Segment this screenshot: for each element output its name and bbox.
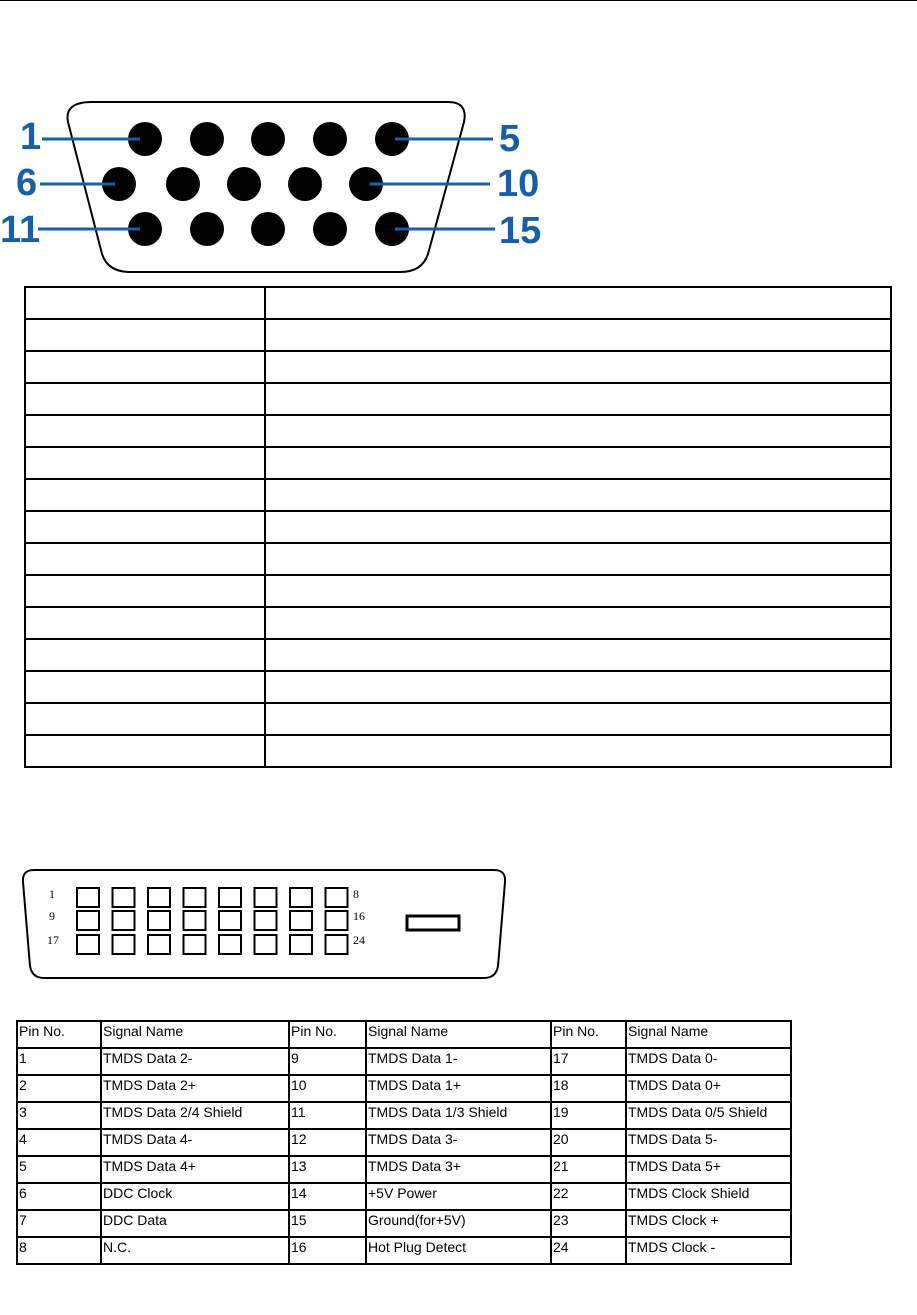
- pin-number-cell: 3: [17, 1102, 101, 1129]
- signal-name-cell: TMDS Data 3+: [366, 1156, 551, 1183]
- table-row: [25, 671, 891, 703]
- pin-number-cell: 21: [551, 1156, 626, 1183]
- pin-number-cell: 6: [17, 1183, 101, 1210]
- pin-number-cell: 13: [289, 1156, 366, 1183]
- table-row: [17, 1237, 791, 1264]
- pin-number-cell: 12: [289, 1129, 366, 1156]
- vga-connector-diagram: [0, 92, 560, 282]
- signal-cell: [265, 639, 891, 671]
- pin-number-cell: 7: [17, 1210, 101, 1237]
- table-row: [17, 1102, 791, 1129]
- vga-label-pin-1: 1: [20, 116, 42, 158]
- pin-number-cell: 11: [289, 1102, 366, 1129]
- signal-cell: [265, 383, 891, 415]
- vga-connector-shape: [0, 92, 560, 282]
- vga-pin: [251, 122, 285, 156]
- signal-cell: [265, 575, 891, 607]
- pin-cell: [25, 735, 265, 767]
- dvi-pin: [290, 935, 312, 954]
- vga-pin: [227, 167, 261, 201]
- pin-cell: [25, 351, 265, 383]
- pin-number-cell: 15: [289, 1210, 366, 1237]
- header-signal-name: Signal Name: [626, 1021, 791, 1048]
- pin-number-cell: 4: [17, 1129, 101, 1156]
- dvi-pin-table: [16, 1020, 792, 1265]
- signal-name-cell: TMDS Data 5+: [626, 1156, 791, 1183]
- signal-name-cell: TMDS Data 1-: [366, 1048, 551, 1075]
- signal-name-cell: TMDS Clock +: [626, 1210, 791, 1237]
- pin-cell: [25, 415, 265, 447]
- vga-label-pin-5: 5: [499, 118, 521, 160]
- signal-name-cell: TMDS Data 0-: [626, 1048, 791, 1075]
- signal-name-cell: +5V Power: [366, 1183, 551, 1210]
- dvi-pin: [326, 911, 348, 930]
- table-row: [25, 511, 891, 543]
- pin-number-cell: 16: [289, 1237, 366, 1264]
- dvi-pin: [184, 888, 206, 907]
- signal-name-cell: Ground(for+5V): [366, 1210, 551, 1237]
- signal-cell: [265, 511, 891, 543]
- signal-name-cell: TMDS Data 3-: [366, 1129, 551, 1156]
- pin-number-cell: 5: [17, 1156, 101, 1183]
- header-pin-no: Pin No.: [289, 1021, 366, 1048]
- pin-cell: [25, 319, 265, 351]
- dvi-label-pin-24: 24: [353, 933, 365, 947]
- signal-name-cell: TMDS Data 1/3 Shield: [366, 1102, 551, 1129]
- table-row: [17, 1156, 791, 1183]
- dvi-pin: [255, 888, 277, 907]
- dvi-label-pin-17: 17: [47, 933, 59, 947]
- vga-pin-table: [24, 286, 892, 768]
- signal-name-cell: TMDS Data 2-: [101, 1048, 289, 1075]
- signal-cell: [265, 479, 891, 511]
- dvi-pin: [219, 888, 241, 907]
- dvi-connector-shape: [18, 866, 510, 982]
- pin-number-cell: 14: [289, 1183, 366, 1210]
- table-row: [25, 543, 891, 575]
- signal-name-cell: TMDS Data 2/4 Shield: [101, 1102, 289, 1129]
- table-row: [17, 1210, 791, 1237]
- signal-name-cell: TMDS Data 1+: [366, 1075, 551, 1102]
- dvi-flat-blade: [407, 916, 459, 930]
- table-row: [25, 319, 891, 351]
- signal-name-cell: N.C.: [101, 1237, 289, 1264]
- top-rule: [0, 0, 917, 1]
- vga-label-pin-11: 11: [0, 209, 41, 251]
- signal-name-cell: TMDS Data 0/5 Shield: [626, 1102, 791, 1129]
- dvi-connector-diagram: [18, 866, 510, 982]
- pin-cell: [25, 607, 265, 639]
- table-row: [25, 479, 891, 511]
- signal-cell: [265, 735, 891, 767]
- dvi-pin: [77, 888, 99, 907]
- pin-cell: [25, 703, 265, 735]
- table-row: [25, 575, 891, 607]
- header-pin-no: Pin No.: [17, 1021, 101, 1048]
- table-header-row: [17, 1021, 791, 1048]
- table-row: [17, 1129, 791, 1156]
- dvi-label-pin-1: 1: [49, 887, 55, 901]
- table-row: [25, 735, 891, 767]
- vga-label-pin-6: 6: [16, 162, 38, 204]
- dvi-pin: [148, 935, 170, 954]
- table-row: [25, 703, 891, 735]
- vga-pin: [166, 167, 200, 201]
- table-row: [25, 607, 891, 639]
- dvi-label-pin-9: 9: [49, 909, 55, 923]
- signal-cell: [265, 287, 891, 319]
- signal-cell: [265, 319, 891, 351]
- dvi-pin: [77, 911, 99, 930]
- table-row: [25, 447, 891, 479]
- vga-pin: [190, 122, 224, 156]
- pin-cell: [25, 671, 265, 703]
- pin-cell: [25, 287, 265, 319]
- dvi-label-pin-16: 16: [353, 909, 365, 923]
- pin-number-cell: 17: [551, 1048, 626, 1075]
- vga-pin: [313, 122, 347, 156]
- pin-cell: [25, 543, 265, 575]
- dvi-pin: [255, 911, 277, 930]
- pin-cell: [25, 511, 265, 543]
- signal-cell: [265, 415, 891, 447]
- signal-cell: [265, 671, 891, 703]
- table-row: [25, 287, 891, 319]
- vga-pin: [190, 212, 224, 246]
- vga-pin: [288, 167, 322, 201]
- table-row: [25, 639, 891, 671]
- dvi-pin: [255, 935, 277, 954]
- table-row: [25, 351, 891, 383]
- pin-number-cell: 10: [289, 1075, 366, 1102]
- dvi-pin: [113, 935, 135, 954]
- vga-pin: [251, 212, 285, 246]
- pin-cell: [25, 639, 265, 671]
- pin-number-cell: 22: [551, 1183, 626, 1210]
- dvi-pin: [113, 911, 135, 930]
- dvi-pin: [219, 935, 241, 954]
- vga-pin: [313, 212, 347, 246]
- dvi-pin: [77, 935, 99, 954]
- pin-cell: [25, 479, 265, 511]
- pin-number-cell: 18: [551, 1075, 626, 1102]
- pin-cell: [25, 575, 265, 607]
- header-signal-name: Signal Name: [366, 1021, 551, 1048]
- signal-cell: [265, 351, 891, 383]
- vga-label-pin-10: 10: [497, 163, 540, 205]
- signal-name-cell: Hot Plug Detect: [366, 1237, 551, 1264]
- dvi-pin: [184, 911, 206, 930]
- pin-number-cell: 2: [17, 1075, 101, 1102]
- signal-cell: [265, 447, 891, 479]
- signal-cell: [265, 703, 891, 735]
- header-pin-no: Pin No.: [551, 1021, 626, 1048]
- signal-cell: [265, 543, 891, 575]
- signal-name-cell: DDC Data: [101, 1210, 289, 1237]
- pin-number-cell: 23: [551, 1210, 626, 1237]
- dvi-pin: [148, 911, 170, 930]
- signal-name-cell: TMDS Data 4+: [101, 1156, 289, 1183]
- pin-number-cell: 1: [17, 1048, 101, 1075]
- vga-label-pin-15: 15: [499, 210, 542, 252]
- signal-name-cell: TMDS Data 0+: [626, 1075, 791, 1102]
- signal-name-cell: DDC Clock: [101, 1183, 289, 1210]
- dvi-pin: [326, 888, 348, 907]
- dvi-pin: [184, 935, 206, 954]
- pin-number-cell: 8: [17, 1237, 101, 1264]
- table-row: [25, 415, 891, 447]
- pin-number-cell: 20: [551, 1129, 626, 1156]
- pin-cell: [25, 383, 265, 415]
- dvi-pin: [326, 935, 348, 954]
- signal-cell: [265, 607, 891, 639]
- pin-number-cell: 24: [551, 1237, 626, 1264]
- dvi-pin: [290, 888, 312, 907]
- dvi-pin: [113, 888, 135, 907]
- pin-number-cell: 9: [289, 1048, 366, 1075]
- dvi-pin: [290, 911, 312, 930]
- signal-name-cell: TMDS Clock Shield: [626, 1183, 791, 1210]
- table-row: [25, 383, 891, 415]
- pin-number-cell: 19: [551, 1102, 626, 1129]
- signal-name-cell: TMDS Clock -: [626, 1237, 791, 1264]
- signal-name-cell: TMDS Data 4-: [101, 1129, 289, 1156]
- signal-name-cell: TMDS Data 2+: [101, 1075, 289, 1102]
- header-signal-name: Signal Name: [101, 1021, 289, 1048]
- table-row: [17, 1183, 791, 1210]
- dvi-pin: [219, 911, 241, 930]
- signal-name-cell: TMDS Data 5-: [626, 1129, 791, 1156]
- dvi-label-pin-8: 8: [353, 887, 359, 901]
- table-row: [17, 1075, 791, 1102]
- pin-cell: [25, 447, 265, 479]
- table-row: [17, 1048, 791, 1075]
- dvi-pin: [148, 888, 170, 907]
